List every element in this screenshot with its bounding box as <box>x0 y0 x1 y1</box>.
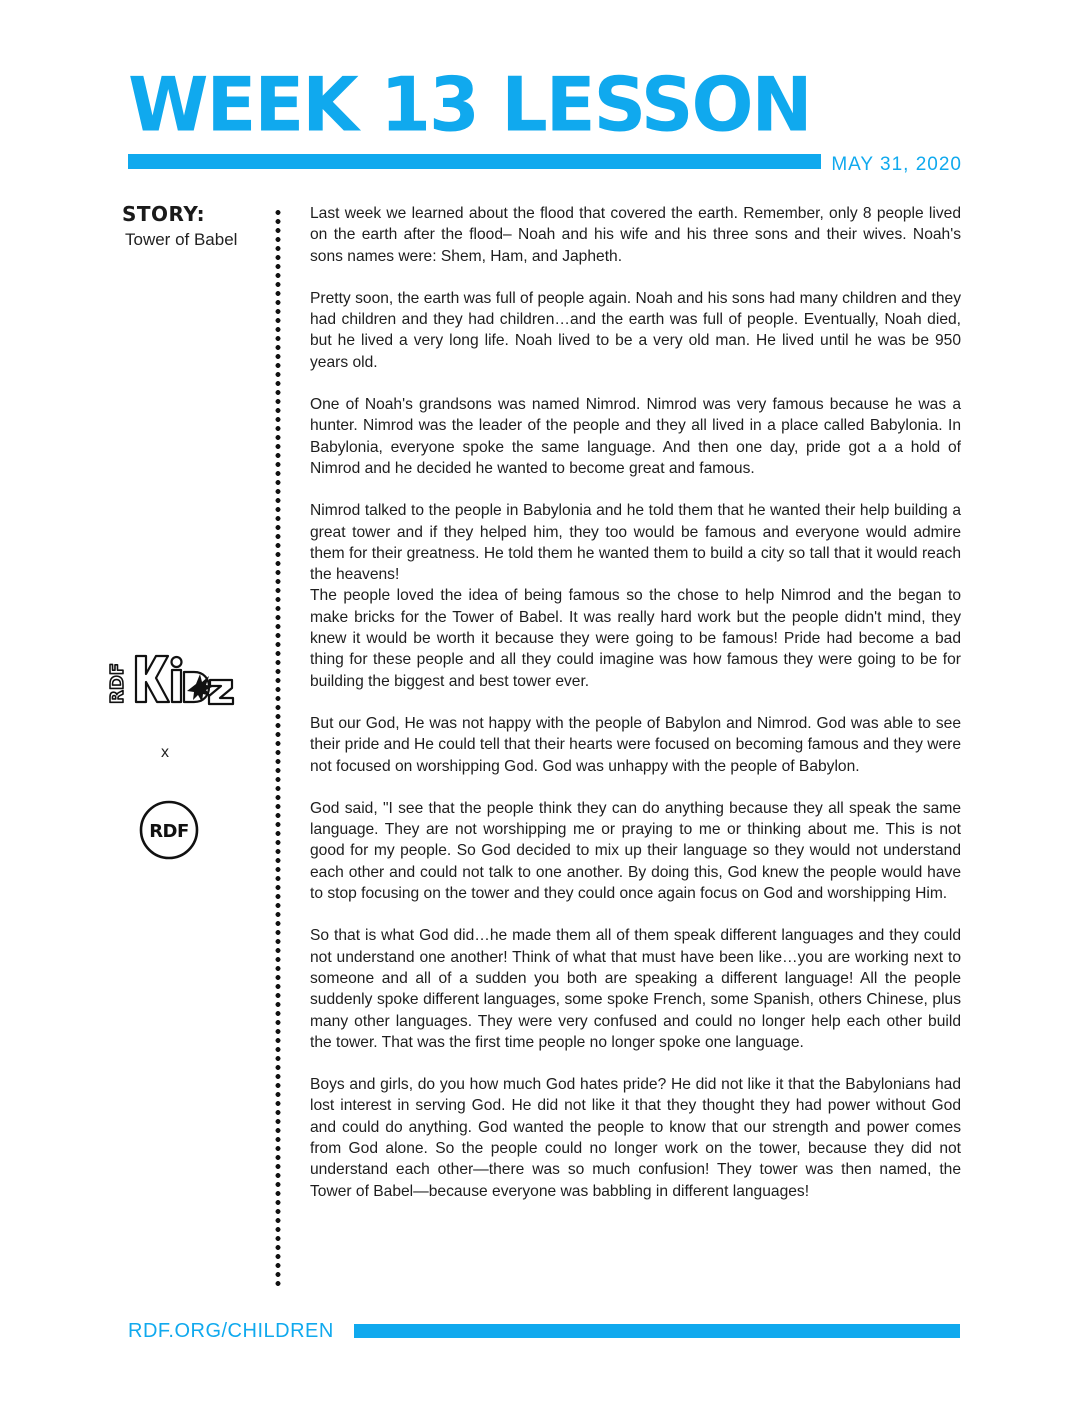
story-paragraph: Last week we learned about the flood that covered the earth. Remember, only 8 people lived on the earth after the flood– Noah and his wife and his three sons and their wives. Noah's sons names were: Shem, Ham, and Japheth. <box>310 205 961 265</box>
lesson-date: MAY 31, 2020 <box>821 153 962 177</box>
story-title: Tower of Babel <box>125 230 238 249</box>
footer-website-link[interactable]: RDF.ORG/CHILDREN <box>128 1320 334 1342</box>
collab-separator: x <box>161 744 169 761</box>
story-paragraph: Boys and girls, do you how much God hates pride? He did not like it that the Babylonians had lost interest in serving God. He did not like it that they thought they had power without God and could do anything. God wanted the people to know that our strength and power comes from God alone. So the people could no longer work on the tower, because they did not understand each other—there was so much confusion! They tower was then named, the Tower of Babel—because everyone was babbling in different languages! <box>310 1076 961 1200</box>
story-paragraph: Pretty soon, the earth was full of people again. Noah and his sons had many children and they had children and they had children…and the earth was full of people. Eventually, Noah died, but he lived a very long life. Noah lived to be a very old man. He lived until he was be 950 years old. <box>310 289 961 371</box>
page-title: WEEK 13 LESSON <box>128 62 811 149</box>
story-paragraph: God said, "I see that the people think they can do anything because they all speak the same language. They are not worshipping me or praying to me or thinking about me. This is not good for my people. So God decided to mix up their language so they would not understand each other and could not talk to one another. By doing this, God knew the people would have to stop focusing on the tower and they could once again focus on God and worshipping Him. <box>310 799 961 903</box>
dotted-divider <box>275 208 281 1288</box>
svg-text:RDF: RDF <box>107 662 128 704</box>
rdf-kidz-logo <box>107 646 238 714</box>
story-paragraph: But our God, He was not happy with the people of Babylon and Nimrod. God was able to see their pride and He could tell that their hearts were focused on becoming famous and they were not focused on worshipping God. God was unhappy with the people of Babylon. <box>310 714 961 775</box>
story-paragraph: One of Noah's grandsons was named Nimrod. Nimrod was very famous because he was a hunter. Nimrod was the leader of the people and they all lived in a place called Babylonia. In Babylonia, everyone spoke the same language. And then one day, pride got a a hold of Nimrod and he decided he wanted to become great and famous. <box>310 396 961 477</box>
story-label: STORY: <box>122 202 206 226</box>
footer-bar <box>354 1324 960 1338</box>
rdf-logo <box>138 799 200 861</box>
story-paragraph: Nimrod talked to the people in Babylonia and he told them that he wanted their help building a great tower and if they helped him, they too would be famous and everyone would admire them for their greatness. He told them he wanted them to build a city so tall that it would reach the heavens! <box>310 502 961 584</box>
story-paragraph: The people loved the idea of being famous so the chose to help Nimrod and the began to make bricks for the Tower of Babel. It was really hard work but the people didn't mind, they knew it would be worth it because they were going to be famous! Pride had become a bad thing for these people and all they could imagine was how famous they were going to be for building the biggest and best tower ever. <box>310 587 961 690</box>
svg-text:RDF: RDF <box>149 821 189 842</box>
story-paragraph: So that is what God did…he made them all of them speak different languages and they could not understand one another! Think of what that must have been like…you are working next to someone and all of a sudden you both are speaking a different language! All the people suddenly spoke different languages, some spoke French, some Spanish, others Chinese, plus many other languages. They were very confused and could no longer help each other build the tower. That was the first time people no longer spoke one language. <box>310 927 961 1051</box>
story-body <box>310 203 961 1223</box>
